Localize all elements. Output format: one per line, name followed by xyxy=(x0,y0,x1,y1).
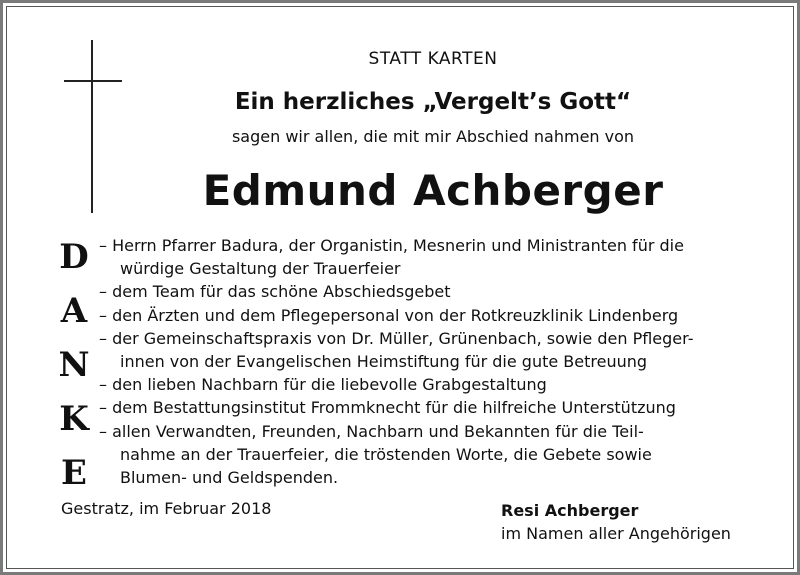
thanks-line: – den lieben Nachbarn für die liebevolle Grabgestaltung xyxy=(99,375,547,395)
thanks-line: Blumen- und Geldspenden. xyxy=(120,468,339,488)
thanks-line: – dem Bestattungsinstitut Frommknecht für die hilfreiche Unterstützung xyxy=(99,398,676,418)
thanks-line: – Herrn Pfarrer Badura, der Organistin, Mesnerin und Ministranten für die xyxy=(99,236,684,255)
danke-letter: A xyxy=(60,291,88,331)
thanks-line: – den Ärzten und dem Pflegepersonal von der Rotkreuzklinik Lindenberg xyxy=(99,305,679,325)
danke-letter: K xyxy=(59,399,89,439)
thanks-line: – allen Verwandten, Freunden, Nachbarn und Bekannten für die Teil- xyxy=(99,421,644,441)
danke-letter: D xyxy=(59,237,89,277)
danke-column xyxy=(58,230,90,500)
danke-letter: E xyxy=(61,453,87,493)
thanks-line: würdige Gestaltung der Trauerfeier xyxy=(120,259,401,279)
thanks-line: nahme an der Trauerfeier, die tröstenden Worte, die Gebete sowie xyxy=(120,444,652,464)
cross-icon-bar xyxy=(64,80,122,82)
thanks-line: innen von der Evangelischen Heimstiftung für die gute Betreuung xyxy=(120,352,648,372)
signature-block xyxy=(501,499,731,545)
danke-letter: N xyxy=(58,345,90,385)
on-behalf-text: im Namen aller Angehörigen xyxy=(501,524,731,543)
signature-name: Resi Achberger xyxy=(501,501,639,520)
thanks-list xyxy=(99,234,739,489)
thanks-line: – der Gemeinschaftspraxis von Dr. Müller, Grünenbach, sowie den Pfleger- xyxy=(99,328,694,348)
statt-karten-label: STATT KARTEN xyxy=(368,49,498,69)
thanks-line: – dem Team für das schöne Abschiedsgebet xyxy=(99,282,451,302)
place-date: Gestratz, im Februar 2018 xyxy=(61,499,272,518)
thanks-title: Ein herzliches „Vergelt’s Gott“ xyxy=(234,89,632,115)
subline: sagen wir allen, die mit mir Abschied nahmen von xyxy=(231,127,635,146)
cross-icon xyxy=(91,40,93,213)
deceased-name: Edmund Achberger xyxy=(202,166,664,215)
